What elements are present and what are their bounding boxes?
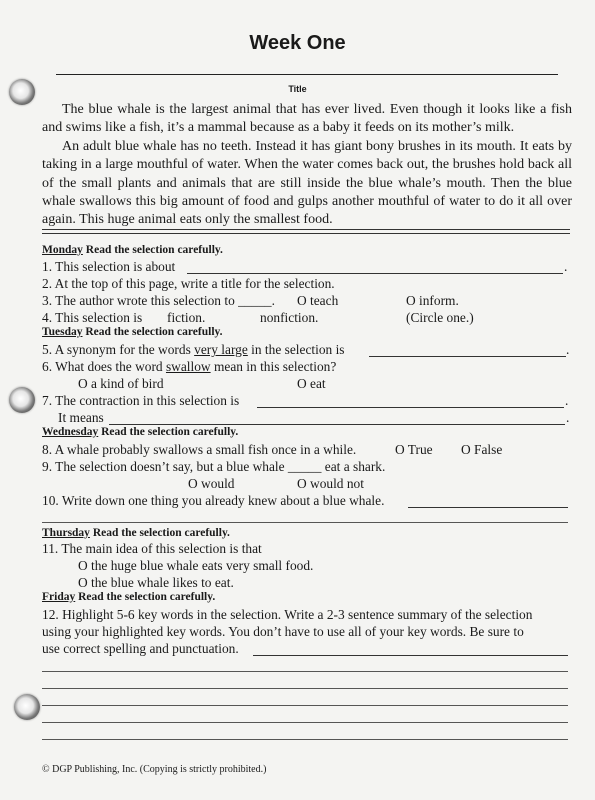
page-title: Week One — [249, 32, 346, 54]
binder-hole-middle — [9, 387, 35, 413]
option-would[interactable]: O would — [188, 476, 235, 491]
option-bird[interactable]: O a kind of bird — [78, 376, 164, 391]
passage-paragraph: The blue whale is the largest animal that has ever lived. Even though it looks like a fish and swims like a fish, it’s a mammal because as a baby it feeds on its mother’s milk. — [42, 102, 572, 136]
option-small-food[interactable]: O the huge blue whale eats very small food. — [78, 558, 314, 573]
question-3: 3. The author wrote this selection to _____. — [42, 293, 275, 308]
writing-line[interactable] — [42, 739, 568, 740]
day-name: Thursday — [42, 527, 90, 539]
question-text: 6. What does the word — [42, 359, 166, 374]
day-name: Monday — [42, 244, 83, 256]
monday-heading — [42, 244, 223, 256]
period: . — [565, 393, 569, 408]
circle-note: (Circle one.) — [406, 310, 474, 325]
option-inform[interactable]: O inform. — [406, 293, 459, 308]
writing-line[interactable] — [42, 671, 568, 672]
option-false[interactable]: O False — [461, 442, 503, 457]
question-7: 7. The contraction in this selection is — [42, 393, 240, 408]
question-text: mean in this selection? — [210, 359, 337, 374]
answer-line[interactable] — [42, 522, 568, 523]
title-answer-line[interactable] — [56, 74, 558, 75]
day-instruction: Read the selection carefully. — [78, 591, 216, 603]
option-true[interactable]: O True — [395, 442, 433, 457]
option-teach[interactable]: O teach — [297, 293, 339, 308]
period: . — [566, 342, 570, 357]
wednesday-heading — [42, 426, 238, 438]
title-label: Title — [288, 84, 307, 94]
writing-line[interactable] — [42, 722, 568, 723]
question-text: 5. A synonym for the words — [42, 342, 195, 357]
answer-blank-it-means[interactable] — [109, 424, 565, 425]
answer-blank-q7[interactable] — [257, 407, 564, 408]
day-name: Wednesday — [42, 426, 99, 438]
reading-passage — [42, 101, 572, 230]
option-eat[interactable]: O eat — [297, 376, 326, 391]
answer-blank-q5[interactable] — [369, 356, 566, 357]
writing-line[interactable] — [42, 688, 568, 689]
day-instruction: Read the selection carefully. — [85, 326, 223, 338]
thursday-heading — [42, 527, 230, 539]
tuesday-heading — [42, 326, 223, 338]
day-instruction: Read the selection carefully. — [101, 426, 239, 438]
underlined-word: swallow — [165, 359, 211, 374]
question-text: 1. This selection is about — [42, 259, 176, 274]
period: . — [566, 410, 570, 425]
question-1 — [42, 259, 175, 275]
copyright-notice: © DGP Publishing, Inc. (Copying is strictly prohibited.) — [42, 764, 267, 775]
friday-heading — [42, 591, 215, 603]
answer-blank-q12[interactable] — [253, 655, 568, 656]
answer-blank-q10[interactable] — [408, 507, 568, 508]
question-12-line: using your highlighted key words. You don’t have to use all of your key words. Be sure to — [42, 624, 524, 639]
option-would-not[interactable]: O would not — [297, 476, 364, 491]
question-2: 2. At the top of this page, write a title for the selection. — [42, 276, 335, 291]
question-11: 11. The main idea of this selection is that — [42, 541, 262, 556]
day-name: Friday — [42, 591, 76, 603]
question-12-line: 12. Highlight 5-6 key words in the selection. Write a 2-3 sentence summary of the selection — [42, 607, 533, 622]
it-means-label: It means — [58, 410, 104, 425]
day-instruction: Read the selection carefully. — [92, 527, 230, 539]
question-6 — [42, 359, 336, 375]
answer-blank-q1[interactable] — [187, 273, 563, 274]
passage-paragraph: An adult blue whale has no teeth. Instead it has giant bony brushes in its mouth. It eats by taking in a large mouthful of water. When the water comes back out, the brushes hold back all of the small plants and animals that are still inside the blue whale’s mouth. Then the blue whale swallows this big amount of food and gulps another mouthful of water to do it all over again. This huge animal eats only the smallest food. — [42, 138, 572, 228]
option-fiction[interactable]: fiction. — [167, 310, 206, 325]
question-10: 10. Write down one thing you already knew about a blue whale. — [42, 493, 385, 508]
option-likes-to-eat[interactable]: O the blue whale likes to eat. — [78, 575, 234, 590]
period: . — [564, 259, 568, 274]
question-5 — [42, 342, 345, 358]
question-8: 8. A whale probably swallows a small fish once in a while. — [42, 442, 357, 457]
option-nonfiction[interactable]: nonfiction. — [260, 310, 319, 325]
question-4: 4. This selection is — [42, 310, 143, 325]
day-instruction: Read the selection carefully. — [85, 244, 223, 256]
writing-line[interactable] — [42, 705, 568, 706]
underlined-phrase: very large — [194, 342, 248, 357]
section-divider — [42, 229, 570, 234]
question-text: in the selection is — [247, 342, 345, 357]
day-name: Tuesday — [42, 326, 83, 338]
binder-hole-bottom — [14, 694, 40, 720]
question-9: 9. The selection doesn’t say, but a blue whale _____ eat a shark. — [42, 459, 386, 474]
question-12-line: use correct spelling and punctuation. — [42, 641, 239, 656]
